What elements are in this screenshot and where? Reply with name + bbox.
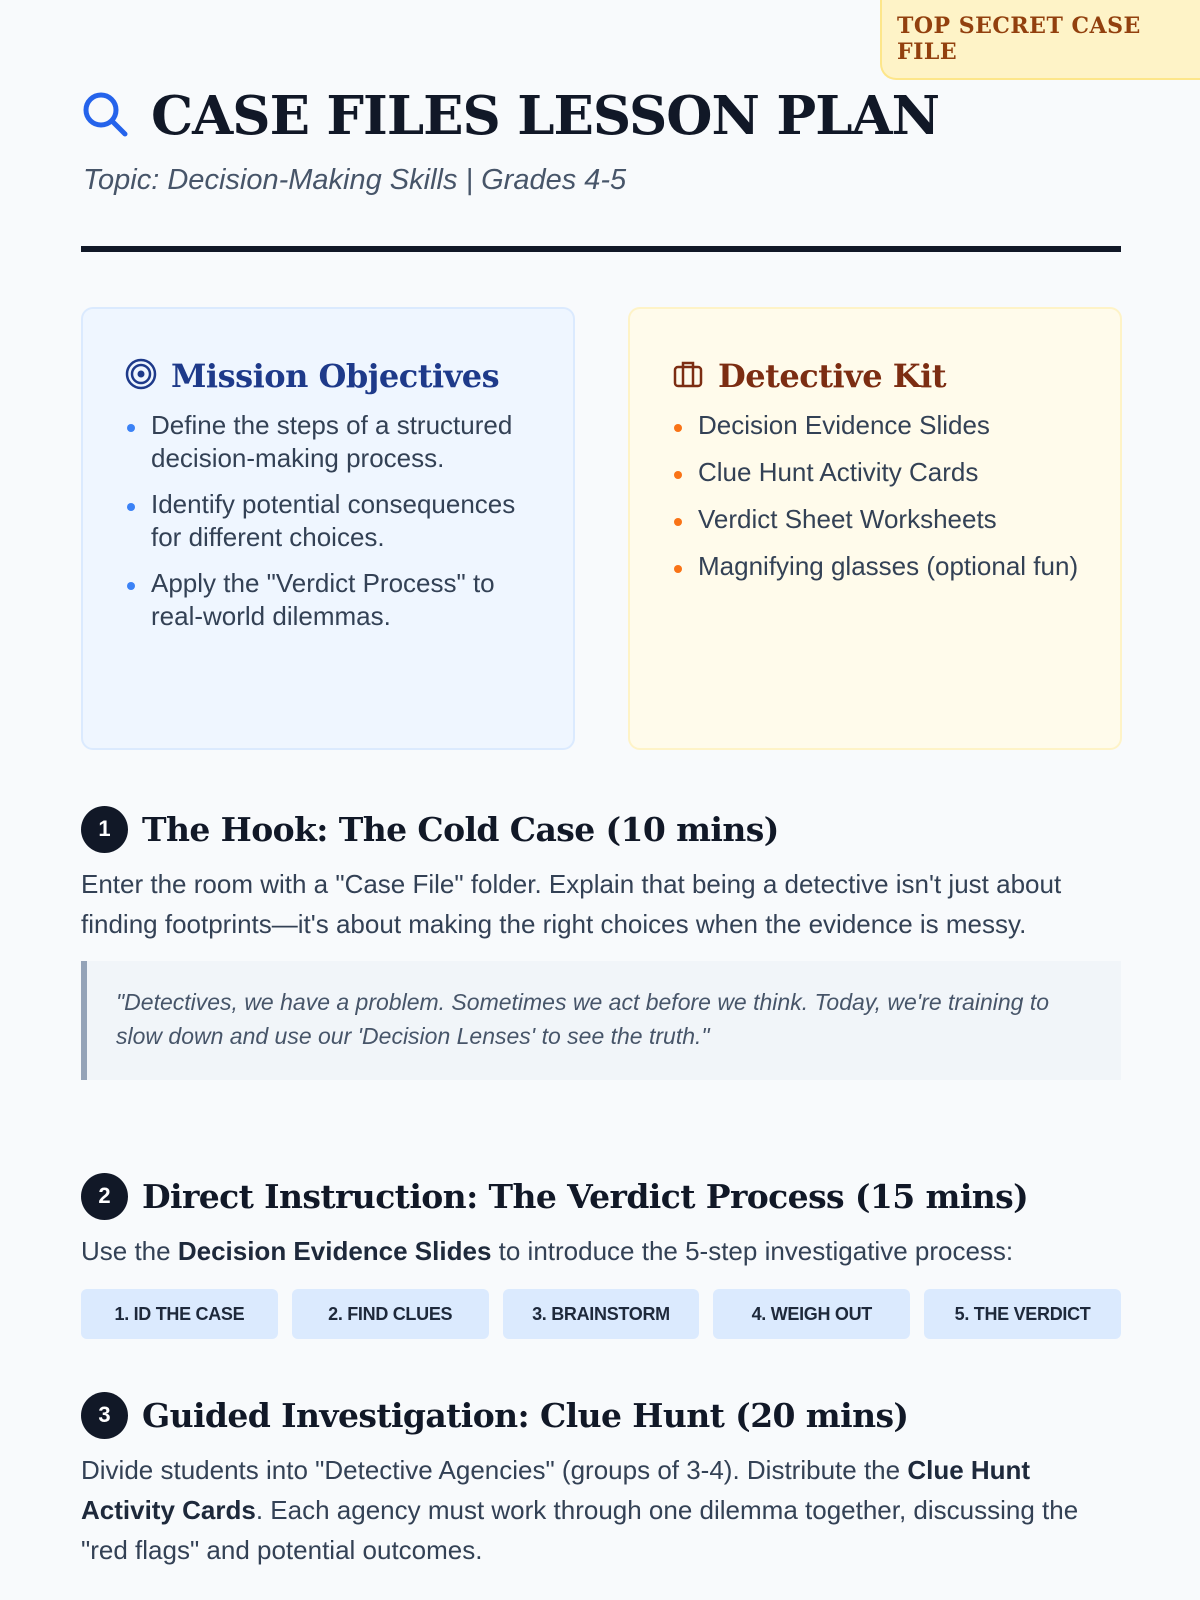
section-body: Use the Decision Evidence Slides to introduce the 5-step investigative process:: [81, 1236, 1014, 1266]
section-hook: [81, 804, 1121, 1080]
detective-kit-card: [628, 307, 1122, 750]
bold-resource: Clue Hunt Activity Cards: [81, 1455, 1031, 1525]
process-step: 3. BRAINSTORM: [503, 1289, 700, 1339]
process-step: 4. WEIGH OUT: [713, 1289, 910, 1339]
kit-item: Decision Evidence Slides: [672, 409, 1080, 442]
step-number-badge: 2: [81, 1173, 128, 1220]
process-step: 1. ID THE CASE: [81, 1289, 278, 1339]
page-header: [81, 80, 1121, 196]
section-guided-investigation: [81, 1390, 1121, 1570]
briefcase-icon: [672, 358, 718, 395]
bold-resource: Decision Evidence Slides: [177, 1236, 492, 1266]
section-title: The Hook: The Cold Case (10 mins): [142, 809, 779, 849]
header-divider: [81, 246, 1121, 252]
kit-title: Detective Kit: [718, 357, 947, 395]
objectives-title: Mission Objectives: [171, 357, 500, 395]
page-subtitle: Topic: Decision-Making Skills | Grades 4-5: [83, 164, 627, 196]
process-step: 2. FIND CLUES: [292, 1289, 489, 1339]
step-number-badge: 1: [81, 806, 128, 853]
objectives-list: [125, 409, 533, 633]
section-direct-instruction: [81, 1171, 1121, 1339]
process-step: 5. THE VERDICT: [924, 1289, 1121, 1339]
kit-list: [672, 409, 1080, 583]
top-secret-stamp: TOP SECRET CASE FILE: [880, 0, 1200, 80]
step-number-badge: 3: [81, 1392, 128, 1439]
quote-text: "Detectives, we have a problem. Sometimes we act before we think. Today, we're training to slow down and use our 'Decision Lenses' to see the truth.": [116, 989, 1050, 1049]
kit-item: Magnifying glasses (optional fun): [672, 550, 1080, 583]
objective-item: Apply the "Verdict Process" to real-world dilemmas.: [125, 567, 533, 633]
section-title: Direct Instruction: The Verdict Process (15 mins): [142, 1176, 1029, 1216]
section-body: Enter the room with a "Case File" folder. Explain that being a detective isn't just about finding footprints—it's about making the right choices when the evidence is messy.: [81, 869, 1062, 939]
section-title: Guided Investigation: Clue Hunt (20 mins): [142, 1395, 909, 1435]
kit-item: Verdict Sheet Worksheets: [672, 503, 1080, 536]
objective-item: Identify potential consequences for different choices.: [125, 488, 533, 554]
mission-objectives-card: [81, 307, 575, 750]
verdict-process-steps: [81, 1289, 1121, 1339]
teacher-quote: [81, 961, 1121, 1080]
target-icon: [125, 358, 171, 395]
objective-item: Define the steps of a structured decision-making process.: [125, 409, 533, 475]
page-title: CASE FILES LESSON PLAN: [151, 85, 940, 147]
kit-item: Clue Hunt Activity Cards: [672, 456, 1080, 489]
magnifying-glass-icon: [81, 90, 151, 143]
section-body: Divide students into "Detective Agencies" (groups of 3-4). Distribute the Clue Hunt Activity Cards. Each agency must work through one dilemma together, discussing the "red flags" and potential outcomes.: [81, 1455, 1079, 1565]
